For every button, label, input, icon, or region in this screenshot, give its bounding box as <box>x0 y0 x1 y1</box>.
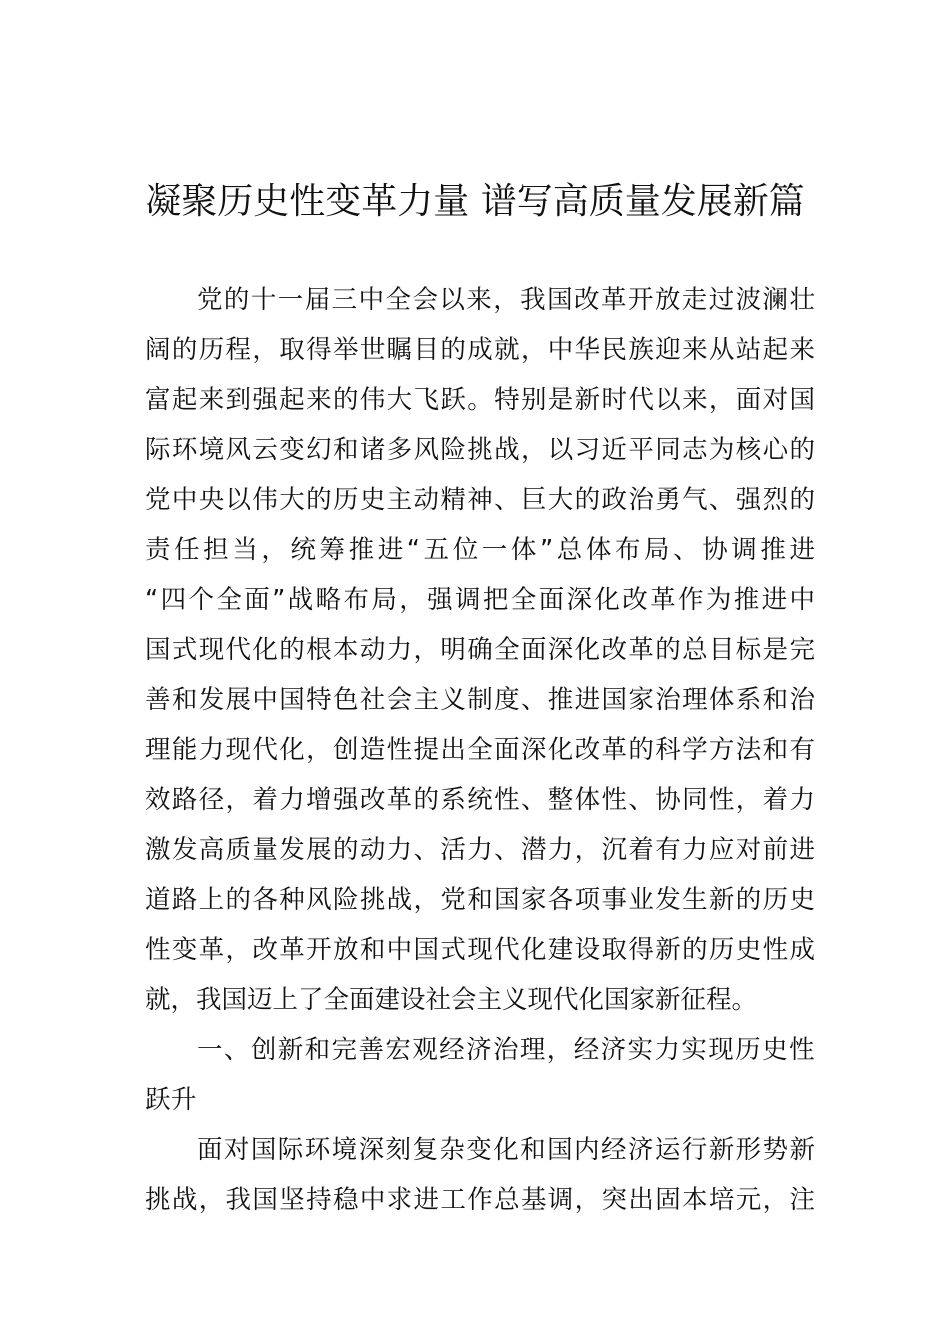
paragraph-line: 国式现代化的根本动力，明确全面深化改革的总目标是完 <box>145 635 815 665</box>
paragraph-line: 性变革，改革开放和中国式现代化建设取得新的历史性成 <box>145 935 815 965</box>
paragraph-line: 富起来到强起来的伟大飞跃。特别是新时代以来，面对国 <box>145 385 815 415</box>
page-title: 凝聚历史性变革力量 谱写高质量发展新篇 <box>145 181 805 222</box>
paragraph-line: 效路径，着力增强改革的系统性、整体性、协同性，着力 <box>145 785 815 815</box>
paragraph-line: “四个全面”战略布局，强调把全面深化改革作为推进中 <box>145 585 815 615</box>
paragraph-line: 党中央以伟大的历史主动精神、巨大的政治勇气、强烈的 <box>145 485 815 515</box>
paragraph-line: 道路上的各种风险挑战，党和国家各项事业发生新的历史 <box>145 885 815 915</box>
paragraph-line: 际环境风云变幻和诸多风险挑战，以习近平同志为核心的 <box>145 435 815 465</box>
paragraph-line: 挑战，我国坚持稳中求进工作总基调，突出固本培元，注 <box>145 1185 815 1215</box>
body-text <box>145 275 815 1225</box>
paragraph-line: 善和发展中国特色社会主义制度、推进国家治理体系和治 <box>145 685 815 715</box>
section-heading-line: 跃升 <box>145 1085 198 1115</box>
paragraph-line: 责任担当，统筹推进“五位一体”总体布局、协调推进 <box>145 535 815 565</box>
paragraph-line: 党的十一届三中全会以来，我国改革开放走过波澜壮 <box>197 285 815 315</box>
paragraph-line: 理能力现代化，创造性提出全面深化改革的科学方法和有 <box>145 735 815 765</box>
paragraph-line: 激发高质量发展的动力、活力、潜力，沉着有力应对前进 <box>145 835 815 865</box>
paragraph-line: 面对国际环境深刻复杂变化和国内经济运行新形势新 <box>197 1135 815 1165</box>
section-heading-line: 一、创新和完善宏观经济治理，经济实力实现历史性 <box>197 1035 815 1065</box>
paragraph-line: 阔的历程，取得举世瞩目的成就，中华民族迎来从站起来 <box>145 335 815 365</box>
paragraph-line: 就，我国迈上了全面建设社会主义现代化国家新征程。 <box>145 985 758 1015</box>
